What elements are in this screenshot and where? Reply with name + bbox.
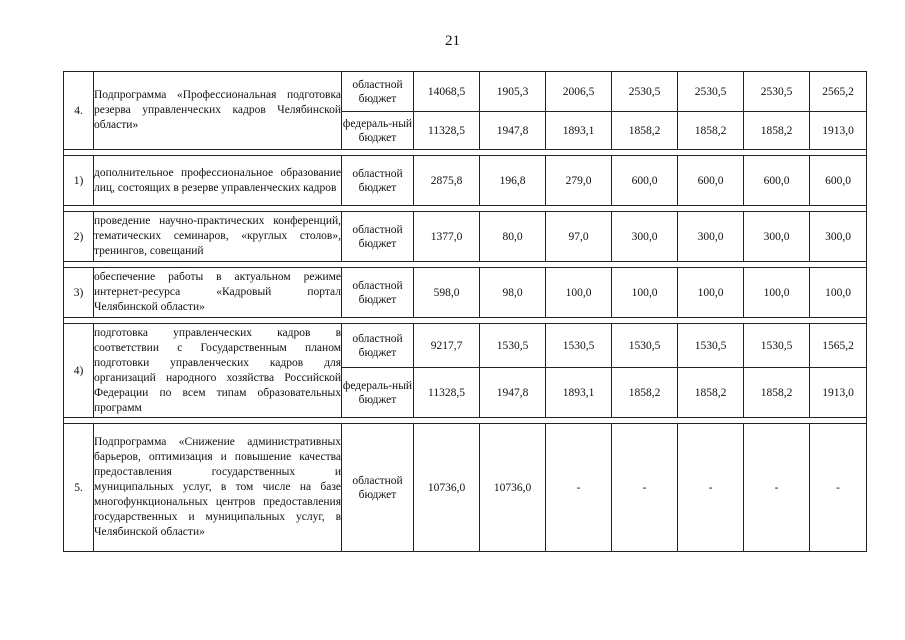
row-description: дополнительное профессиональное образование лиц, состоящих в резерве управленческих кадров bbox=[94, 156, 342, 206]
table-row bbox=[64, 424, 867, 552]
value-cell: 9217,7 bbox=[414, 324, 480, 368]
value-cell: 600,0 bbox=[678, 156, 744, 206]
value-cell: 11328,5 bbox=[414, 368, 480, 418]
value-cell: 279,0 bbox=[546, 156, 612, 206]
value-cell: 300,0 bbox=[612, 212, 678, 262]
row-description: обеспечение работы в актуальном режиме интернет-ресурса «Кадровый портал Челябинской области» bbox=[94, 268, 342, 318]
value-cell: 100,0 bbox=[744, 268, 810, 318]
table-row bbox=[64, 72, 867, 112]
table-row bbox=[64, 156, 867, 206]
value-cell: 600,0 bbox=[744, 156, 810, 206]
value-cell: 1530,5 bbox=[612, 324, 678, 368]
value-cell: 100,0 bbox=[612, 268, 678, 318]
row-description: проведение научно-практических конференций, тематических семинаров, «круглых столов», тренингов, совещаний bbox=[94, 212, 342, 262]
funding-source: областной бюджет bbox=[342, 156, 414, 206]
funding-source: федераль-ный бюджет bbox=[342, 368, 414, 418]
value-cell: 600,0 bbox=[612, 156, 678, 206]
value-cell: 600,0 bbox=[810, 156, 867, 206]
funding-source: областной бюджет bbox=[342, 72, 414, 112]
value-cell: 1893,1 bbox=[546, 112, 612, 150]
value-cell: 300,0 bbox=[744, 212, 810, 262]
value-cell: 196,8 bbox=[480, 156, 546, 206]
value-cell: 2530,5 bbox=[744, 72, 810, 112]
row-description: Подпрограмма «Профессиональная подготовка резерва управленческих кадров Челябинской области» bbox=[94, 72, 342, 150]
value-cell: 1913,0 bbox=[810, 368, 867, 418]
row-description: Подпрограмма «Снижение административных барьеров, оптимизация и повышение качества предоставления государственных и муниципальных услуг, в том числе на базе многофункциональных центров предоставления государственных и муниципальных услуг, в Челябинской области» bbox=[94, 424, 342, 552]
row-number: 1) bbox=[64, 156, 94, 206]
table-row bbox=[64, 212, 867, 262]
value-cell: 1530,5 bbox=[744, 324, 810, 368]
value-cell: 1530,5 bbox=[480, 324, 546, 368]
value-cell: 100,0 bbox=[810, 268, 867, 318]
value-cell: 598,0 bbox=[414, 268, 480, 318]
value-cell: 1858,2 bbox=[678, 112, 744, 150]
value-cell: 1530,5 bbox=[678, 324, 744, 368]
value-cell: - bbox=[678, 424, 744, 552]
value-cell: 1377,0 bbox=[414, 212, 480, 262]
value-cell: - bbox=[744, 424, 810, 552]
value-cell: 10736,0 bbox=[480, 424, 546, 552]
value-cell: 1858,2 bbox=[678, 368, 744, 418]
funding-source: федераль-ный бюджет bbox=[342, 112, 414, 150]
row-description: подготовка управленческих кадров в соответствии с Государственным планом подготовки управленческих кадров для организаций народного хозяйства Российской Федерации по всем типам образовательных программ bbox=[94, 324, 342, 418]
value-cell: 1858,2 bbox=[744, 368, 810, 418]
budget-table bbox=[63, 71, 867, 552]
value-cell: 14068,5 bbox=[414, 72, 480, 112]
value-cell: 80,0 bbox=[480, 212, 546, 262]
value-cell: - bbox=[546, 424, 612, 552]
row-number: 5. bbox=[64, 424, 94, 552]
value-cell: 1858,2 bbox=[612, 368, 678, 418]
value-cell: 97,0 bbox=[546, 212, 612, 262]
funding-source: областной бюджет bbox=[342, 424, 414, 552]
page-number: 21 bbox=[445, 33, 460, 49]
value-cell: 1905,3 bbox=[480, 72, 546, 112]
value-cell: 1947,8 bbox=[480, 112, 546, 150]
funding-source: областной бюджет bbox=[342, 212, 414, 262]
value-cell: 1947,8 bbox=[480, 368, 546, 418]
value-cell: 100,0 bbox=[546, 268, 612, 318]
value-cell: 11328,5 bbox=[414, 112, 480, 150]
value-cell: 10736,0 bbox=[414, 424, 480, 552]
row-number: 4) bbox=[64, 324, 94, 418]
value-cell: 1530,5 bbox=[546, 324, 612, 368]
value-cell: 1913,0 bbox=[810, 112, 867, 150]
value-cell: 300,0 bbox=[810, 212, 867, 262]
value-cell: - bbox=[810, 424, 867, 552]
row-number: 2) bbox=[64, 212, 94, 262]
value-cell: 2530,5 bbox=[678, 72, 744, 112]
value-cell: 1565,2 bbox=[810, 324, 867, 368]
table-row bbox=[64, 268, 867, 318]
value-cell: 100,0 bbox=[678, 268, 744, 318]
value-cell: 98,0 bbox=[480, 268, 546, 318]
value-cell: 1858,2 bbox=[612, 112, 678, 150]
value-cell: 2565,2 bbox=[810, 72, 867, 112]
value-cell: 1858,2 bbox=[744, 112, 810, 150]
value-cell: 300,0 bbox=[678, 212, 744, 262]
funding-source: областной бюджет bbox=[342, 268, 414, 318]
value-cell: 1893,1 bbox=[546, 368, 612, 418]
row-number: 3) bbox=[64, 268, 94, 318]
row-number: 4. bbox=[64, 72, 94, 150]
table-row bbox=[64, 324, 867, 368]
funding-source: областной бюджет bbox=[342, 324, 414, 368]
value-cell: 2875,8 bbox=[414, 156, 480, 206]
value-cell: 2530,5 bbox=[612, 72, 678, 112]
value-cell: - bbox=[612, 424, 678, 552]
value-cell: 2006,5 bbox=[546, 72, 612, 112]
